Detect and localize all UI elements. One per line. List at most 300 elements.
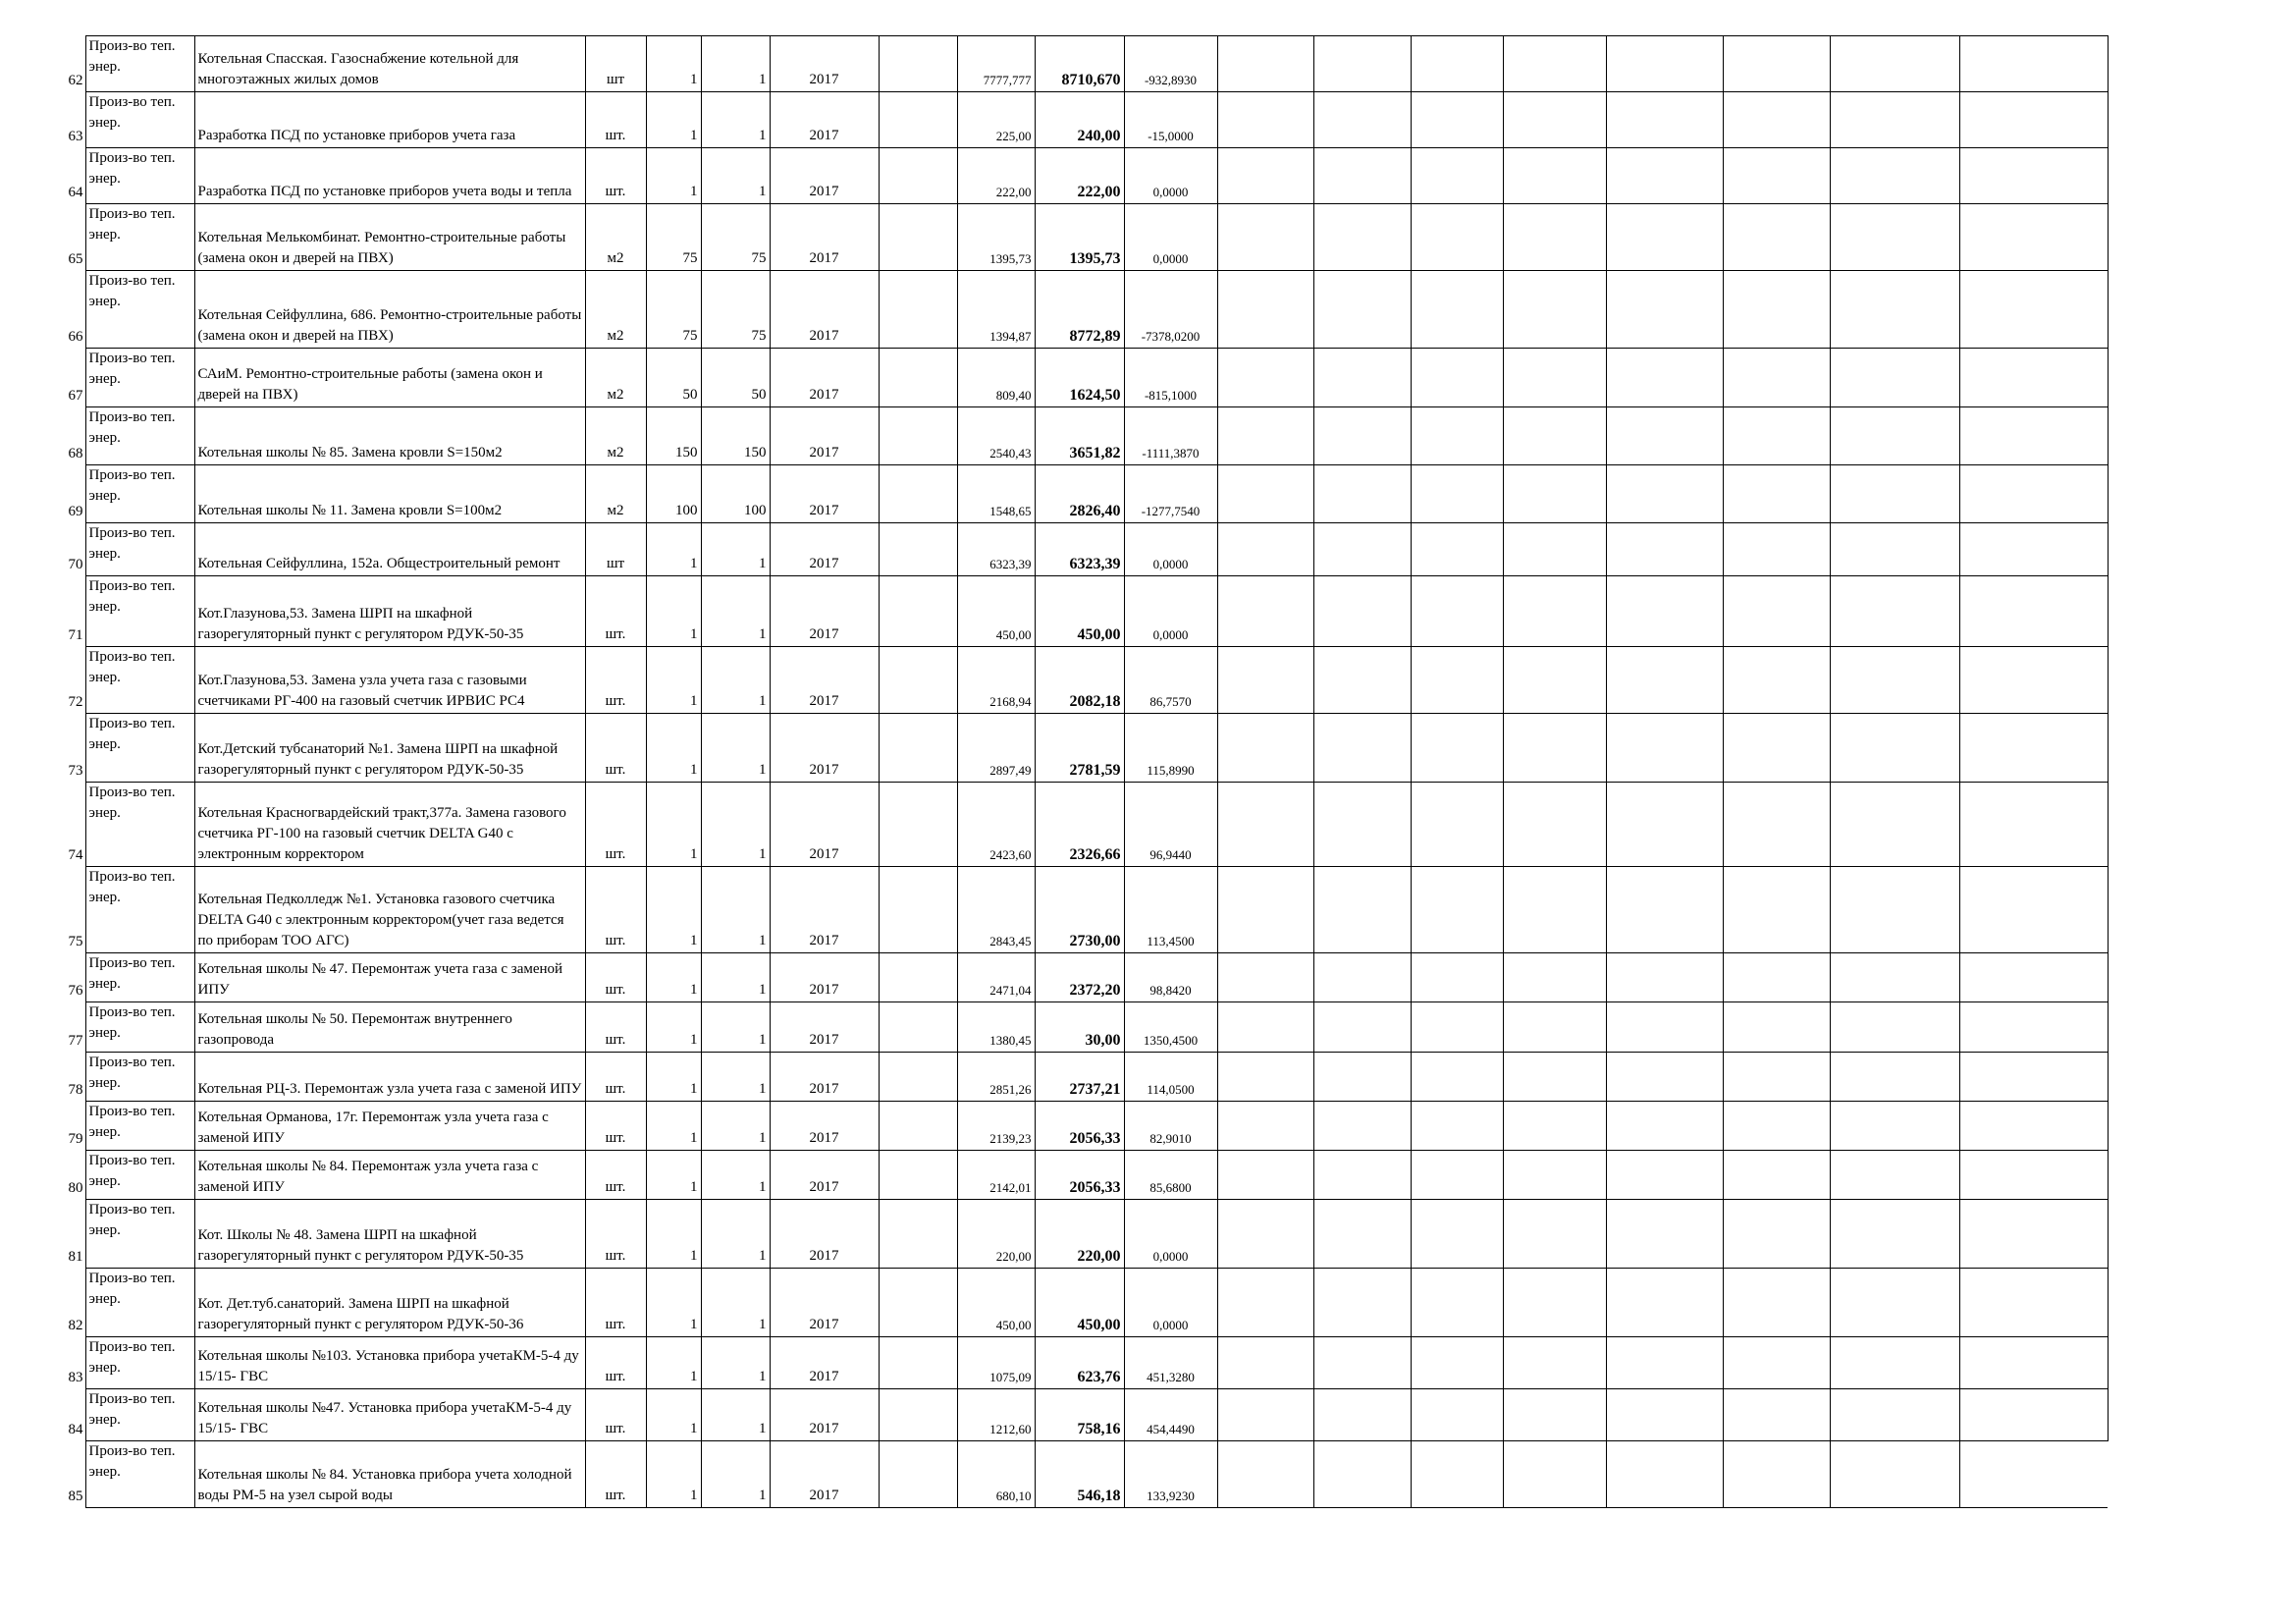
quantity-fact-cell: 75 <box>701 204 770 271</box>
quantity-fact-cell: 100 <box>701 465 770 523</box>
year-cell: 2017 <box>770 1053 879 1102</box>
empty-cell <box>1959 36 2108 92</box>
category-cell: Произ-во теп. энер. <box>85 349 194 407</box>
empty-cell <box>1830 271 1959 349</box>
year-cell: 2017 <box>770 576 879 647</box>
empty-cell <box>1723 148 1830 204</box>
description-cell: Кот. Дет.туб.санаторий. Замена ШРП на шкафной газорегуляторный пункт с регулятором РДУК-50-36 <box>194 1269 585 1337</box>
row-number: 79 <box>68 1130 83 1147</box>
description-cell: Кот.Глазунова,53. Замена ШРП на шкафной газорегуляторный пункт с регулятором РДУК-50-35 <box>194 576 585 647</box>
empty-cell <box>1606 92 1723 148</box>
empty-cell <box>1830 523 1959 576</box>
empty-cell <box>1959 867 2108 953</box>
empty-cell <box>1411 1002 1503 1053</box>
quantity-fact-cell: 1 <box>701 1269 770 1337</box>
empty-cell <box>879 1389 957 1441</box>
row-number: 69 <box>68 503 83 519</box>
quantity-plan-cell: 1 <box>646 1200 701 1269</box>
empty-cell <box>1959 953 2108 1002</box>
year-cell: 2017 <box>770 1200 879 1269</box>
category-cell: Произ-во теп. энер. <box>85 271 194 349</box>
fact-amount-cell: 450,00 <box>1035 1269 1124 1337</box>
plan-amount-cell: 1395,73 <box>957 204 1035 271</box>
year-cell: 2017 <box>770 204 879 271</box>
row-number: 76 <box>68 982 83 999</box>
empty-cell <box>1411 204 1503 271</box>
empty-cell <box>1830 953 1959 1002</box>
year-cell: 2017 <box>770 1151 879 1200</box>
empty-cell <box>879 1200 957 1269</box>
quantity-fact-cell: 1 <box>701 1151 770 1200</box>
table-row <box>35 148 2108 204</box>
plan-amount-cell: 2168,94 <box>957 647 1035 714</box>
unit-cell: шт. <box>585 1389 646 1441</box>
empty-cell <box>1830 1053 1959 1102</box>
empty-cell <box>1830 647 1959 714</box>
description-cell: Котельная школы № 84. Установка прибора учета холодной воды РМ-5 на узел сырой воды <box>194 1441 585 1508</box>
category-cell: Произ-во теп. энер. <box>85 867 194 953</box>
empty-cell <box>1411 576 1503 647</box>
plan-amount-cell: 450,00 <box>957 1269 1035 1337</box>
unit-cell: м2 <box>585 271 646 349</box>
category-cell: Произ-во теп. энер. <box>85 783 194 867</box>
empty-cell <box>1217 783 1313 867</box>
table-row <box>35 349 2108 407</box>
empty-cell <box>1503 92 1606 148</box>
description-cell: Котельная Сейфуллина, 152а. Общестроительный ремонт <box>194 523 585 576</box>
empty-cell <box>1503 714 1606 783</box>
empty-cell <box>1411 1337 1503 1389</box>
unit-cell: шт. <box>585 92 646 148</box>
empty-cell <box>1411 714 1503 783</box>
table-row <box>35 407 2108 465</box>
plan-amount-cell: 680,10 <box>957 1441 1035 1508</box>
quantity-fact-cell: 1 <box>701 647 770 714</box>
category-cell: Произ-во теп. энер. <box>85 465 194 523</box>
empty-cell <box>1217 349 1313 407</box>
empty-cell <box>1606 1151 1723 1200</box>
empty-cell <box>1723 714 1830 783</box>
quantity-plan-cell: 1 <box>646 1053 701 1102</box>
empty-cell <box>1830 714 1959 783</box>
empty-cell <box>1830 1389 1959 1441</box>
empty-cell <box>1830 1200 1959 1269</box>
empty-cell <box>1411 647 1503 714</box>
empty-cell <box>1217 1441 1313 1508</box>
empty-cell <box>1959 148 2108 204</box>
empty-cell <box>1830 1441 1959 1508</box>
empty-cell <box>879 783 957 867</box>
category-cell: Произ-во теп. энер. <box>85 647 194 714</box>
quantity-plan-cell: 150 <box>646 407 701 465</box>
empty-cell <box>1723 407 1830 465</box>
fact-amount-cell: 758,16 <box>1035 1389 1124 1441</box>
category-cell: Произ-во теп. энер. <box>85 953 194 1002</box>
year-cell: 2017 <box>770 714 879 783</box>
description-cell: Разработка ПСД по установке приборов учета воды и тепла <box>194 148 585 204</box>
empty-cell <box>1313 148 1411 204</box>
empty-cell <box>1606 1002 1723 1053</box>
table-row <box>35 1269 2108 1337</box>
empty-cell <box>1217 1102 1313 1151</box>
quantity-plan-cell: 1 <box>646 867 701 953</box>
empty-cell <box>1313 1151 1411 1200</box>
empty-cell <box>879 1441 957 1508</box>
empty-cell <box>1959 1337 2108 1389</box>
empty-cell <box>1723 576 1830 647</box>
empty-cell <box>1503 1269 1606 1337</box>
description-cell: Разработка ПСД по установке приборов учета газа <box>194 92 585 148</box>
fact-amount-cell: 2730,00 <box>1035 867 1124 953</box>
empty-cell <box>1503 1002 1606 1053</box>
plan-amount-cell: 2423,60 <box>957 783 1035 867</box>
empty-cell <box>1313 867 1411 953</box>
empty-cell <box>1503 867 1606 953</box>
quantity-fact-cell: 1 <box>701 714 770 783</box>
table-row <box>35 204 2108 271</box>
category-cell: Произ-во теп. энер. <box>85 1151 194 1200</box>
quantity-fact-cell: 1 <box>701 1337 770 1389</box>
year-cell: 2017 <box>770 647 879 714</box>
empty-cell <box>1830 576 1959 647</box>
plan-amount-cell: 1394,87 <box>957 271 1035 349</box>
empty-cell <box>1313 271 1411 349</box>
empty-cell <box>1503 465 1606 523</box>
empty-cell <box>1313 1337 1411 1389</box>
row-number: 74 <box>68 846 83 863</box>
category-cell: Произ-во теп. энер. <box>85 576 194 647</box>
empty-cell <box>1959 204 2108 271</box>
category-cell: Произ-во теп. энер. <box>85 1102 194 1151</box>
row-number: 83 <box>68 1369 83 1385</box>
description-cell: Кот. Школы № 48. Замена ШРП на шкафной газорегуляторный пункт с регулятором РДУК-50-35 <box>194 1200 585 1269</box>
empty-cell <box>1830 204 1959 271</box>
empty-cell <box>1959 349 2108 407</box>
year-cell: 2017 <box>770 953 879 1002</box>
empty-cell <box>1606 783 1723 867</box>
unit-cell: шт. <box>585 1053 646 1102</box>
row-number: 78 <box>68 1081 83 1098</box>
quantity-fact-cell: 1 <box>701 1200 770 1269</box>
deviation-cell: 86,7570 <box>1124 647 1217 714</box>
empty-cell <box>1313 783 1411 867</box>
fact-amount-cell: 6323,39 <box>1035 523 1124 576</box>
quantity-fact-cell: 1 <box>701 1053 770 1102</box>
unit-cell: шт. <box>585 148 646 204</box>
empty-cell <box>1959 92 2108 148</box>
deviation-cell: 0,0000 <box>1124 576 1217 647</box>
quantity-plan-cell: 75 <box>646 204 701 271</box>
empty-cell <box>1723 465 1830 523</box>
empty-cell <box>1606 148 1723 204</box>
empty-cell <box>1411 1151 1503 1200</box>
empty-cell <box>1217 1053 1313 1102</box>
deviation-cell: 0,0000 <box>1124 148 1217 204</box>
quantity-plan-cell: 1 <box>646 1337 701 1389</box>
plan-amount-cell: 7777,777 <box>957 36 1035 92</box>
plan-amount-cell: 2851,26 <box>957 1053 1035 1102</box>
empty-cell <box>1503 1102 1606 1151</box>
description-cell: Котельная РЦ-3. Перемонтаж узла учета газа с заменой ИПУ <box>194 1053 585 1102</box>
category-cell: Произ-во теп. энер. <box>85 92 194 148</box>
plan-amount-cell: 2139,23 <box>957 1102 1035 1151</box>
empty-cell <box>1411 271 1503 349</box>
category-cell: Произ-во теп. энер. <box>85 1337 194 1389</box>
quantity-plan-cell: 1 <box>646 576 701 647</box>
empty-cell <box>1830 407 1959 465</box>
empty-cell <box>1606 714 1723 783</box>
plan-amount-cell: 2897,49 <box>957 714 1035 783</box>
quantity-fact-cell: 1 <box>701 783 770 867</box>
deviation-cell: -932,8930 <box>1124 36 1217 92</box>
description-cell: Котельная школы №47. Установка прибора учетаКМ-5-4 ду 15/15- ГВС <box>194 1389 585 1441</box>
empty-cell <box>1723 92 1830 148</box>
empty-cell <box>1503 1151 1606 1200</box>
empty-cell <box>1606 204 1723 271</box>
description-cell: Котельная Спасская. Газоснабжение котельной для многоэтажных жилых домов <box>194 36 585 92</box>
empty-cell <box>1723 1002 1830 1053</box>
unit-cell: м2 <box>585 349 646 407</box>
empty-cell <box>1606 271 1723 349</box>
row-number: 84 <box>68 1421 83 1437</box>
empty-cell <box>1411 953 1503 1002</box>
year-cell: 2017 <box>770 1337 879 1389</box>
year-cell: 2017 <box>770 349 879 407</box>
row-number: 85 <box>68 1488 83 1504</box>
empty-cell <box>1503 1389 1606 1441</box>
description-cell: САиМ. Ремонтно-строительные работы (замена окон и дверей на ПВХ) <box>194 349 585 407</box>
year-cell: 2017 <box>770 36 879 92</box>
plan-amount-cell: 809,40 <box>957 349 1035 407</box>
empty-cell <box>879 1151 957 1200</box>
description-cell: Кот.Детский тубсанаторий №1. Замена ШРП на шкафной газорегуляторный пункт с регулятором РДУК-50-35 <box>194 714 585 783</box>
investment-table <box>35 35 2109 1508</box>
row-number: 63 <box>68 128 83 144</box>
empty-cell <box>1723 1337 1830 1389</box>
description-cell: Котельная Педколледж №1. Установка газового счетчика DELTA G40 с электронным корректором(учет газа ведется по приборам ТОО АГС) <box>194 867 585 953</box>
unit-cell: шт. <box>585 1002 646 1053</box>
deviation-cell: 113,4500 <box>1124 867 1217 953</box>
empty-cell <box>1830 349 1959 407</box>
empty-cell <box>1313 36 1411 92</box>
deviation-cell: 115,8990 <box>1124 714 1217 783</box>
empty-cell <box>1503 1053 1606 1102</box>
unit-cell: шт. <box>585 1102 646 1151</box>
empty-cell <box>1959 1102 2108 1151</box>
empty-cell <box>1313 647 1411 714</box>
empty-cell <box>879 576 957 647</box>
empty-cell <box>1830 92 1959 148</box>
plan-amount-cell: 2843,45 <box>957 867 1035 953</box>
row-number: 67 <box>68 387 83 404</box>
empty-cell <box>1411 867 1503 953</box>
empty-cell <box>879 271 957 349</box>
empty-cell <box>879 1337 957 1389</box>
empty-cell <box>1723 1151 1830 1200</box>
empty-cell <box>1313 1053 1411 1102</box>
empty-cell <box>1723 1269 1830 1337</box>
empty-cell <box>1606 349 1723 407</box>
row-number: 70 <box>68 556 83 572</box>
category-cell: Произ-во теп. энер. <box>85 1200 194 1269</box>
fact-amount-cell: 222,00 <box>1035 148 1124 204</box>
deviation-cell: -7378,0200 <box>1124 271 1217 349</box>
empty-cell <box>1313 576 1411 647</box>
empty-cell <box>1411 523 1503 576</box>
empty-cell <box>1830 36 1959 92</box>
unit-cell: шт. <box>585 783 646 867</box>
table-row <box>35 953 2108 1002</box>
empty-cell <box>1723 783 1830 867</box>
plan-amount-cell: 1075,09 <box>957 1337 1035 1389</box>
year-cell: 2017 <box>770 867 879 953</box>
empty-cell <box>1723 1053 1830 1102</box>
year-cell: 2017 <box>770 92 879 148</box>
empty-cell <box>1959 714 2108 783</box>
empty-cell <box>879 714 957 783</box>
empty-cell <box>1830 1002 1959 1053</box>
empty-cell <box>1217 1389 1313 1441</box>
plan-amount-cell: 1548,65 <box>957 465 1035 523</box>
empty-cell <box>1313 1102 1411 1151</box>
quantity-fact-cell: 150 <box>701 407 770 465</box>
empty-cell <box>879 647 957 714</box>
fact-amount-cell: 2056,33 <box>1035 1151 1124 1200</box>
fact-amount-cell: 3651,82 <box>1035 407 1124 465</box>
description-cell: Котельная Мелькомбинат. Ремонтно-строительные работы (замена окон и дверей на ПВХ) <box>194 204 585 271</box>
quantity-plan-cell: 1 <box>646 1002 701 1053</box>
empty-cell <box>1959 783 2108 867</box>
table-row <box>35 867 2108 953</box>
quantity-plan-cell: 1 <box>646 783 701 867</box>
empty-cell <box>1313 1441 1411 1508</box>
empty-cell <box>1503 1441 1606 1508</box>
quantity-plan-cell: 75 <box>646 271 701 349</box>
empty-cell <box>1217 523 1313 576</box>
empty-cell <box>1606 576 1723 647</box>
deviation-cell: 0,0000 <box>1124 1200 1217 1269</box>
description-cell: Котельная школы № 47. Перемонтаж учета газа с заменой ИПУ <box>194 953 585 1002</box>
deviation-cell: 1350,4500 <box>1124 1002 1217 1053</box>
empty-cell <box>1313 714 1411 783</box>
category-cell: Произ-во теп. энер. <box>85 523 194 576</box>
deviation-cell: -15,0000 <box>1124 92 1217 148</box>
quantity-plan-cell: 1 <box>646 36 701 92</box>
quantity-fact-cell: 1 <box>701 576 770 647</box>
empty-cell <box>1503 783 1606 867</box>
quantity-plan-cell: 1 <box>646 523 701 576</box>
empty-cell <box>1830 1151 1959 1200</box>
row-number: 72 <box>68 693 83 710</box>
description-cell: Котельная школы № 11. Замена кровли S=100м2 <box>194 465 585 523</box>
deviation-cell: -815,1000 <box>1124 349 1217 407</box>
empty-cell <box>1411 1269 1503 1337</box>
empty-cell <box>1959 271 2108 349</box>
empty-cell <box>1830 465 1959 523</box>
fact-amount-cell: 2056,33 <box>1035 1102 1124 1151</box>
unit-cell: шт. <box>585 1269 646 1337</box>
quantity-fact-cell: 1 <box>701 1441 770 1508</box>
quantity-fact-cell: 1 <box>701 953 770 1002</box>
fact-amount-cell: 240,00 <box>1035 92 1124 148</box>
empty-cell <box>879 148 957 204</box>
plan-amount-cell: 2142,01 <box>957 1151 1035 1200</box>
category-cell: Произ-во теп. энер. <box>85 1053 194 1102</box>
quantity-fact-cell: 1 <box>701 1389 770 1441</box>
empty-cell <box>879 92 957 148</box>
quantity-plan-cell: 1 <box>646 647 701 714</box>
empty-cell <box>1217 1151 1313 1200</box>
fact-amount-cell: 1395,73 <box>1035 204 1124 271</box>
description-cell: Котельная школы № 84. Перемонтаж узла учета газа с заменой ИПУ <box>194 1151 585 1200</box>
unit-cell: шт. <box>585 1151 646 1200</box>
empty-cell <box>1217 271 1313 349</box>
empty-cell <box>1959 1200 2108 1269</box>
category-cell: Произ-во теп. энер. <box>85 407 194 465</box>
empty-cell <box>1830 1269 1959 1337</box>
empty-cell <box>879 349 957 407</box>
empty-cell <box>1217 407 1313 465</box>
unit-cell: шт <box>585 36 646 92</box>
quantity-plan-cell: 1 <box>646 1102 701 1151</box>
deviation-cell: 96,9440 <box>1124 783 1217 867</box>
fact-amount-cell: 2372,20 <box>1035 953 1124 1002</box>
quantity-fact-cell: 1 <box>701 92 770 148</box>
fact-amount-cell: 8772,89 <box>1035 271 1124 349</box>
unit-cell: шт. <box>585 647 646 714</box>
empty-cell <box>879 1002 957 1053</box>
empty-cell <box>879 204 957 271</box>
empty-cell <box>1723 867 1830 953</box>
quantity-fact-cell: 1 <box>701 867 770 953</box>
description-cell: Котельная школы №103. Установка прибора учетаКМ-5-4 ду 15/15- ГВС <box>194 1337 585 1389</box>
plan-amount-cell: 220,00 <box>957 1200 1035 1269</box>
empty-cell <box>1503 204 1606 271</box>
deviation-cell: 0,0000 <box>1124 204 1217 271</box>
quantity-plan-cell: 1 <box>646 1441 701 1508</box>
empty-cell <box>1217 1337 1313 1389</box>
deviation-cell: 85,6800 <box>1124 1151 1217 1200</box>
empty-cell <box>1606 647 1723 714</box>
row-number: 73 <box>68 762 83 779</box>
empty-cell <box>1411 36 1503 92</box>
empty-cell <box>1723 204 1830 271</box>
empty-cell <box>1313 953 1411 1002</box>
category-cell: Произ-во теп. энер. <box>85 148 194 204</box>
empty-cell <box>1959 1441 2108 1508</box>
row-number: 65 <box>68 250 83 267</box>
quantity-fact-cell: 1 <box>701 36 770 92</box>
plan-amount-cell: 1212,60 <box>957 1389 1035 1441</box>
empty-cell <box>1606 867 1723 953</box>
empty-cell <box>1503 1200 1606 1269</box>
empty-cell <box>1830 148 1959 204</box>
empty-cell <box>1503 271 1606 349</box>
row-number: 80 <box>68 1179 83 1196</box>
empty-cell <box>1723 523 1830 576</box>
empty-cell <box>1830 1337 1959 1389</box>
empty-cell <box>1503 523 1606 576</box>
empty-cell <box>1411 92 1503 148</box>
empty-cell <box>1217 148 1313 204</box>
empty-cell <box>1606 1269 1723 1337</box>
quantity-plan-cell: 1 <box>646 1151 701 1200</box>
empty-cell <box>879 1102 957 1151</box>
empty-cell <box>1606 953 1723 1002</box>
unit-cell: шт. <box>585 714 646 783</box>
empty-cell <box>879 867 957 953</box>
quantity-fact-cell: 1 <box>701 523 770 576</box>
